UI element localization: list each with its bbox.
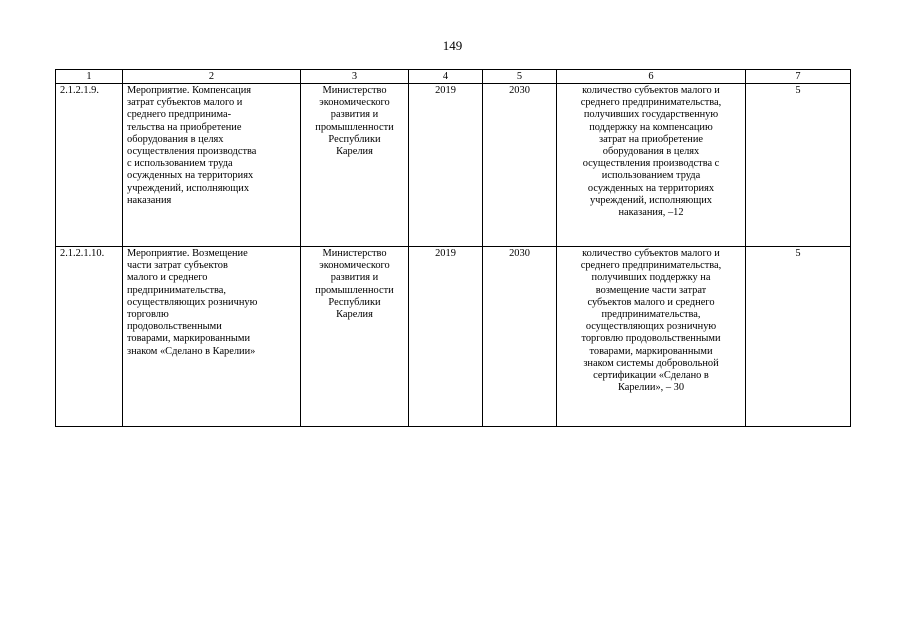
column-header: 6 xyxy=(557,70,746,84)
page-number: 149 xyxy=(442,38,463,53)
column-header: 3 xyxy=(301,70,409,84)
table-row xyxy=(56,84,851,247)
expected-result: количество субъектов малого и среднего предпринимательства, получивших государственную поддержку на компенсацию затрат на приобретение оборудования в целях осуществления производства с использованием труда осужденных на территориях учреждений, исполняющих наказания, –12 xyxy=(557,84,746,247)
item-number: 2.1.2.1.10. xyxy=(56,247,123,427)
indicator-value: 5 xyxy=(746,247,851,427)
column-header: 5 xyxy=(483,70,557,84)
column-header: 4 xyxy=(409,70,483,84)
item-number: 2.1.2.1.9. xyxy=(56,84,123,247)
activity-name: Мероприятие. Возмещение части затрат субъектов малого и среднего предпринимательства, осуществляющих розничную торговлю продовольственными товарами, маркированными знаком «Сделано в Карелии» xyxy=(123,247,301,427)
activity-name: Мероприятие. Компенсация затрат субъектов малого и среднего предпринима- тельства на приобретение оборудования в целях осуществления производства с использованием труда осужденных на территориях учреждений, исполняющих наказания xyxy=(123,84,301,247)
end-year: 2030 xyxy=(483,84,557,247)
table-row xyxy=(56,247,851,427)
start-year: 2019 xyxy=(409,247,483,427)
column-header: 2 xyxy=(123,70,301,84)
program-table xyxy=(55,69,851,427)
expected-result: количество субъектов малого и среднего предпринимательства, получивших поддержку на возмещение части затрат субъектов малого и среднего предпринимательства, осуществляющих розничную торговлю продовольственными товарами, маркированными знаком системы добровольной сертификации «Сделано в Карелии», – 30 xyxy=(557,247,746,427)
end-year: 2030 xyxy=(483,247,557,427)
start-year: 2019 xyxy=(409,84,483,247)
column-header: 7 xyxy=(746,70,851,84)
table-header-row xyxy=(56,70,851,84)
column-header: 1 xyxy=(56,70,123,84)
executor: Министерство экономического развития и промышленности Республики Карелия xyxy=(301,84,409,247)
indicator-value: 5 xyxy=(746,84,851,247)
executor: Министерство экономического развития и промышленности Республики Карелия xyxy=(301,247,409,427)
